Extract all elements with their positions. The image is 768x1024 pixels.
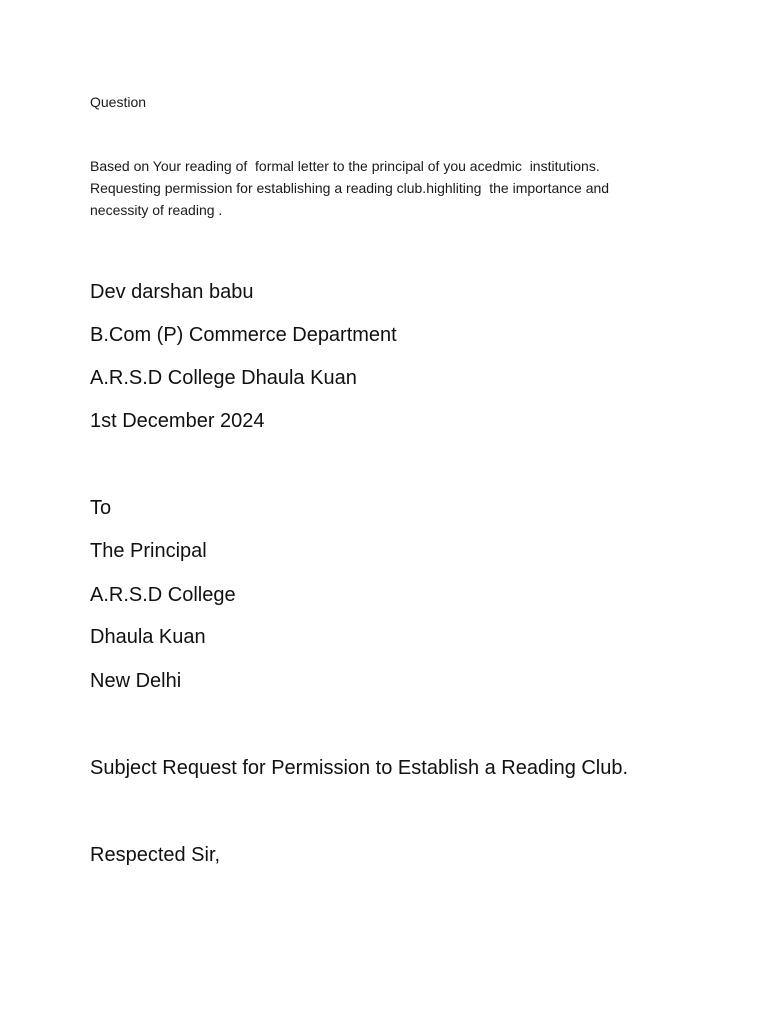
sender-name: Dev darshan babu — [90, 281, 254, 303]
recipient-title: The Principal — [90, 540, 207, 562]
question-heading: Question — [90, 94, 147, 110]
recipient-city: New Delhi — [90, 670, 182, 692]
sender-department: B.Com (P) Commerce Department — [90, 324, 397, 346]
prompt-line-3: necessity of reading . — [90, 202, 223, 218]
letter-salutation: Respected Sir, — [90, 844, 221, 866]
prompt-line-2: Requesting permission for establishing a reading club.highliting the importance and — [90, 180, 610, 196]
recipient-area: Dhaula Kuan — [90, 626, 206, 648]
recipient-to: To — [90, 497, 112, 519]
letter-subject: Subject Request for Permission to Establish a Reading Club. — [90, 757, 629, 779]
sender-college: A.R.S.D College Dhaula Kuan — [90, 367, 357, 389]
recipient-college: A.R.S.D College — [90, 584, 236, 606]
letter-date: 1st December 2024 — [90, 410, 265, 432]
prompt-line-1: Based on Your reading of formal letter to the principal of you acedmic institutions. — [90, 158, 600, 174]
